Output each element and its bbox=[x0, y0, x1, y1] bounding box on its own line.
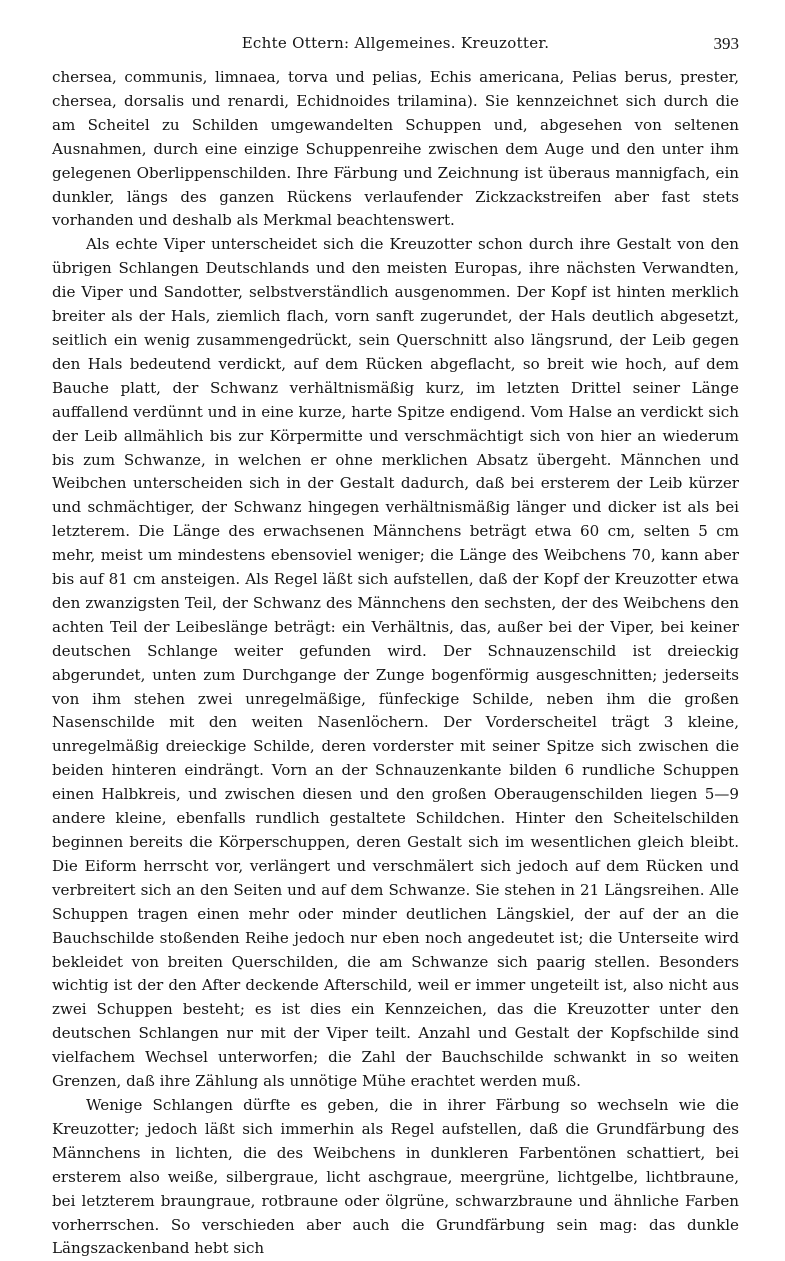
paragraph-coloration: Wenige Schlangen dürfte es geben, die in ihrer Färbung so wechseln wie die Kreuzotter; jedoch läßt sich immerhin als Regel aufstellen, daß die Grundfärbung des Männchens in lichten, die des Weibchens in dunkleren Farbentönen schattiert, bei ersterem also weiße, silbergraue, licht aschgraue, meergrüne, lichtgelbe, lichtbraune, bei letzterem braungraue, rotbraune oder ölgrüne, schwarzbraune und ähnliche Farben vorherrschen. So verschieden aber auch die Grundfärbung sein mag: das dunkle Längszackenband hebt sich bbox=[52, 1095, 739, 1258]
paragraph-continuation: chersea, communis, limnaea, torva und pelias, Echis americana, Pelias berus, prester, chersea, dorsalis und renardi, Echidnoides trilamina). Sie kennzeichnet sich durch die am Scheitel zu Schilden umgewandelten Schuppen und, abgesehen von seltenen Ausnahmen, durch eine einzige Schuppenreihe zwischen dem Auge und den unter ihm gelegenen Oberlippenschilden. Ihre Färbung und Zeichnung ist überaus mannigfach, ein dunkler, längs des ganzen Rückens verlaufender Zickzackstreifen aber fast stets vorhanden und deshalb als Merkmal beachtenswert. bbox=[52, 68, 739, 230]
page-number: 393 bbox=[713, 34, 739, 53]
paragraph-body-shape: Als echte Viper unterscheidet sich die Kreuzotter schon durch ihre Gestalt von den übrigen Schlangen Deutschlands und den meisten Europas, ihre nächsten Verwandten, die Viper und Sandotter, selbstverständlich ausgenommen. Der Kopf ist hinten merklich breiter als der Hals, ziemlich flach, vorn sanft zugerundet, der Hals deutlich abgesetzt, seitlich ein wenig zusammengedrückt, sein Querschnitt also längsrund, der Leib gegen den Hals bedeutend verdickt, auf dem Rücken abgeflacht, so breit wie hoch, auf dem Bauche platt, der Schwanz verhältnismäßig kurz, im letzten Drittel seiner Länge auffallend verdünnt und in eine kurze, harte Spitze endigend. Vom Halse an verdickt sich der Leib allmählich bis zur Körpermitte und verschmächtigt sich von hier an wiederum bis zum Schwanze, in welchen er ohne merklichen Absatz übergeht. Männchen und Weibchen unterscheiden sich in der Gestalt dadurch, daß bei ersterem der Leib kürzer und schmächtiger, der Schwanz hingegen verhältnismäßig länger und dicker ist als bei letzterem. Die Länge des erwachsenen Männchens beträgt etwa 60 cm, selten 5 cm mehr, meist um mindestens ebensoviel weniger; die Länge des Weibchens 70, kann aber bis auf 81 cm ansteigen. Als Regel läßt sich aufstellen, daß der Kopf der Kreuzotter etwa den zwanzigsten Teil, der Schwanz des Männchens den sechsten, der des Weibchens den achten Teil der Leibeslänge beträgt: ein Verhältnis, das, außer bei der Viper, bei keiner deutschen Schlange weiter gefunden wird. Der Schnauzenschild ist dreieckig abgerundet, unten zum Durchgange der Zunge bogenförmig ausgeschnitten; jederseits von ihm stehen zwei unregelmäßige, fünfeckige Schilde, neben ihm die großen Nasenschilde mit den weiten Nasenlöchern. Der Vorderscheitel trägt 3 kleine, unregelmäßig dreieckige Schilde, deren vorderster mit seiner Spitze sich zwischen die beiden hinteren eindrängt. Vorn an der Schnauzenkante bilden 6 rundliche Schuppen einen Halbkreis, und zwischen diesen und den großen Oberaugenschilden liegen 5—9 andere kleine, ebenfalls rundlich gestaltete Schildchen. Hinter den Scheitelschilden beginnen bereits die Körperschuppen, deren Gestalt sich im wesentlichen gleich bleibt. Die Eiform herrscht vor, verlängert und verschmälert sich jedoch auf dem Rücken und verbreitert sich an den Seiten und auf dem Schwanze. Sie stehen in 21 Längsreihen. Alle Schuppen tragen einen mehr oder minder deutlichen Längskiel, der auf der an die Bauchschilde stoßenden Reihe jedoch nur eben noch angedeutet ist; die Unterseite wird bekleidet von breiten Querschilden, die am Schwanze sich paarig stellen. Besonders wichtig ist der den After deckende Afterschild, weil er immer ungeteilt ist, also nicht aus zwei Schuppen besteht; es ist dies ein Kennzeichen, das die Kreuzotter unter den deutschen Schlangen nur mit der Viper teilt. Anzahl und Gestalt der Kopfschilde sind vielfachem Wechsel unterworfen; die Zahl der Bauchschilde schwankt in so weiten Grenzen, daß ihre Zählung als unnötige Mühe erachtet werden muß. bbox=[52, 235, 739, 1091]
body-text bbox=[52, 66, 739, 1261]
running-head bbox=[52, 34, 739, 60]
running-title: Echte Ottern: Allgemeines. Kreuzotter. bbox=[241, 34, 550, 52]
